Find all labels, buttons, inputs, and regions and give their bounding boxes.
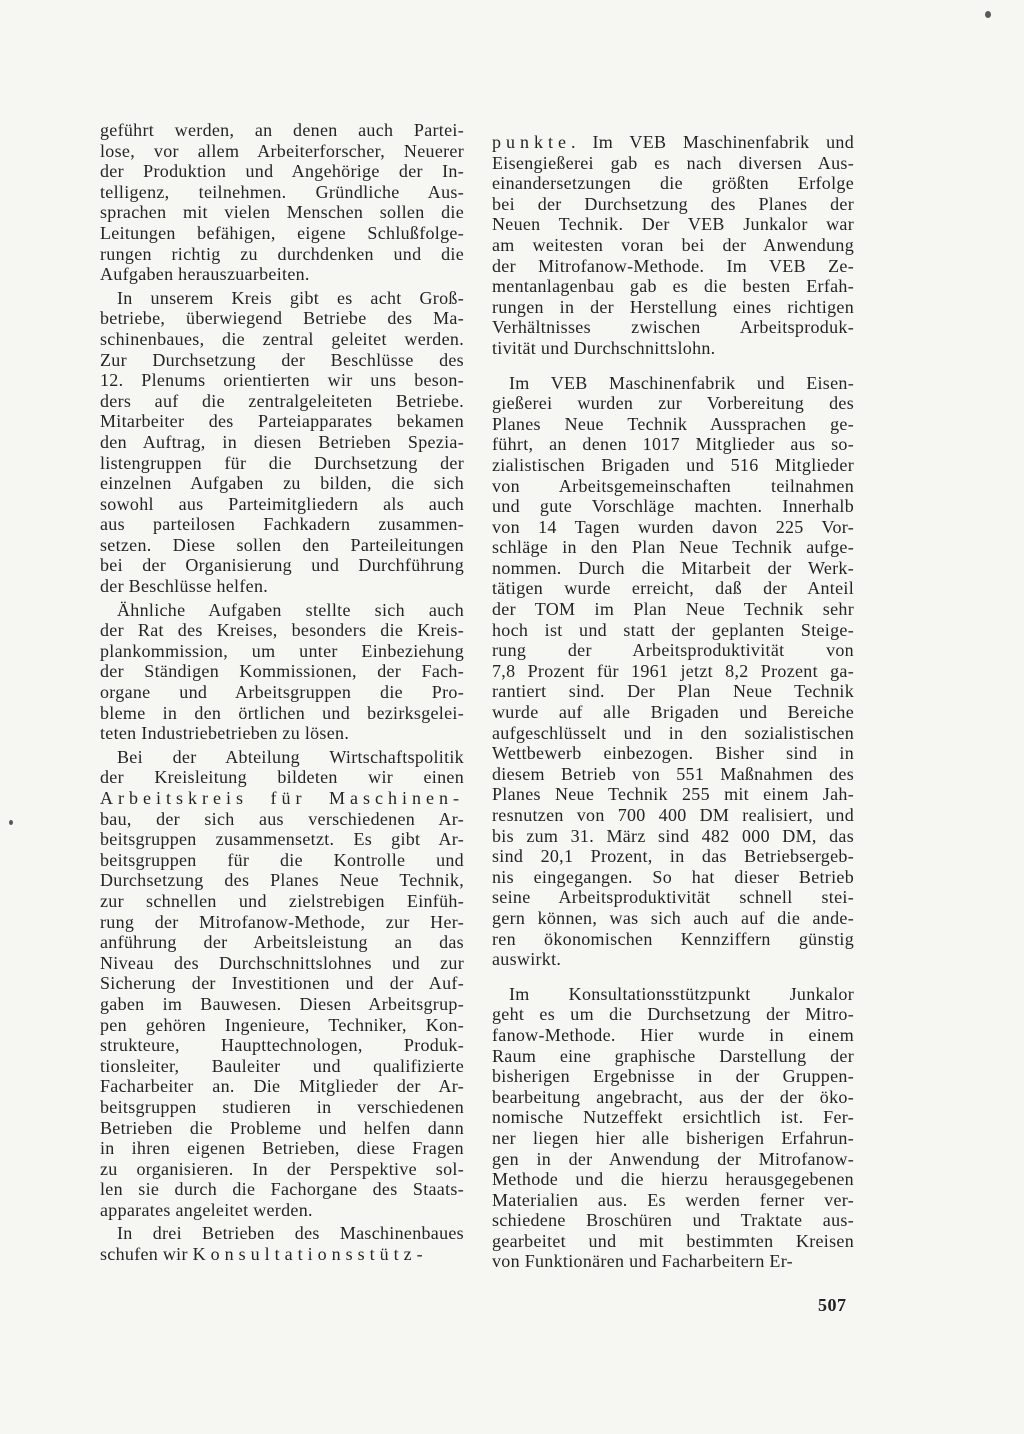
text-line: [492, 132, 854, 153]
text-line: der TOM im Plan Neue Technik sehr: [492, 599, 854, 620]
text-line: Betrieben die Probleme und helfen dann: [100, 1117, 464, 1138]
text-line: den Auftrag, in diesen Betrieben Spezia-: [100, 431, 464, 452]
text-line: zu organisieren. In der Perspektive sol-: [100, 1158, 464, 1179]
paragraph: [100, 288, 464, 597]
paragraph: [100, 600, 464, 744]
text-line: bis zum 31. März sind 482 000 DM, das: [492, 825, 854, 846]
text-line: [100, 1244, 464, 1265]
text-segment: . Im VEB Maschinenfabrik und: [571, 132, 854, 152]
text-line: von 14 Tagen wurden davon 225 Vor-: [492, 516, 854, 537]
text-line: teten Industriebetrieben zu lösen.: [100, 723, 350, 744]
emphasized-text: Konsultationsstütz-: [192, 1244, 428, 1265]
text-line: rungen in der Herstellung eines richtigen: [492, 296, 854, 317]
text-line: lose, vor allem Arbeiterforscher, Neuerer: [100, 140, 464, 161]
text-line: sind 20,1 Prozent, in das Betriebsergeb-: [492, 846, 854, 867]
text-line: bearbeitung angebracht, aus der der öko-: [492, 1086, 854, 1107]
text-line: bei der Organisierung und Durchführung: [100, 555, 464, 576]
text-segment: schufen wir: [100, 1244, 193, 1265]
right-column: [492, 132, 854, 1272]
text-line: tätigen wurde erreicht, daß der Anteil: [492, 578, 854, 599]
text-line: Verhältnisses zwischen Arbeitsproduk-: [492, 317, 854, 338]
text-line: bau, der sich aus verschiedenen Ar-: [100, 808, 464, 829]
text-line: Raum eine graphische Darstellung der: [492, 1045, 854, 1066]
text-line: In unserem Kreis gibt es acht Groß-: [117, 287, 464, 308]
text-line: Ähnliche Aufgaben stellte sich auch: [117, 599, 464, 620]
text-line: ders auf die zentralgeleiteten Betriebe.: [100, 390, 464, 411]
text-line: schinenbaues, die zentral geleitet werden.: [100, 328, 464, 349]
text-line: anführung der Arbeitsleistung an das: [100, 932, 464, 953]
text-line: 12. Plenums orientierten wir uns beson-: [100, 370, 464, 391]
text-line: In drei Betrieben des Maschinenbaues: [117, 1223, 464, 1244]
text-line: der Kreisleitung bildeten wir einen: [100, 767, 464, 788]
text-line: führt, an denen 1017 Mitglieder aus so-: [492, 434, 854, 455]
text-line: zur schnellen und zielstrebigen Einfüh-: [100, 890, 464, 911]
text-line: tionsleiter, Bauleiter und qualifizierte: [100, 1055, 464, 1076]
text-line: strukteure, Haupttechnologen, Produk-: [100, 1035, 464, 1056]
text-line: geführt werden, an denen auch Partei-: [100, 120, 464, 140]
text-line: bisherigen Ergebnisse in der Gruppen-: [492, 1066, 854, 1087]
scan-speck: [985, 11, 991, 18]
text-line: am weitesten voran bei der Anwendung: [492, 234, 854, 255]
text-line: nis eingegangen. So hat dieser Betrieb: [492, 866, 854, 887]
text-line: der Mitrofanow-Methode. Im VEB Ze-: [492, 255, 854, 276]
text-line: wurde auf alle Brigaden und Bereiche: [492, 702, 854, 723]
text-line: nomische Nutzeffekt ersichtlich ist. Fer-: [492, 1107, 854, 1128]
text-line: tivität und Durchschnittslohn.: [492, 337, 716, 358]
paragraph: [492, 373, 854, 970]
text-line: Im VEB Maschinenfabrik und Eisen-: [509, 372, 854, 393]
text-line: Materialien aus. Es werden ferner ver-: [492, 1189, 854, 1210]
text-line: listengruppen für die Durchsetzung der: [100, 452, 464, 473]
text-line: aufgeschlüsselt und in den sozialistischen: [492, 722, 854, 743]
text-line: der Rat des Kreises, besonders die Kreis-: [100, 620, 464, 641]
text-line: Leitungen befähigen, eigene Schlußfolge-: [100, 222, 464, 243]
text-line: seine Arbeitsproduktivität schnell stei-: [492, 887, 854, 908]
text-line: Mitarbeiter des Parteiapparates bekamen: [100, 411, 464, 432]
text-line: fanow-Methode. Hier wurde in einem: [492, 1024, 854, 1045]
text-line: von Funktionären und Facharbeitern Er-: [492, 1251, 793, 1272]
text-line: telligenz, teilnehmen. Gründliche Aus-: [100, 181, 464, 202]
text-line: 7,8 Prozent für 1961 jetzt 8,2 Prozent ga-: [492, 660, 854, 681]
paragraph: [492, 984, 854, 1272]
emphasized-text: Arbeitskreis für Maschinen-: [100, 788, 464, 808]
text-line: der Beschlüsse helfen.: [100, 576, 269, 597]
text-line: bleme in den örtlichen und bezirksgelei-: [100, 702, 464, 723]
text-line: gießerei wurden zur Vorbereitung des: [492, 393, 854, 414]
text-line: hoch ist und statt der geplanten Steige-: [492, 619, 854, 640]
text-line: Durchsetzung des Planes Neue Technik,: [100, 870, 464, 891]
text-line: Niveau des Durchschnittslohnes und zur: [100, 952, 464, 973]
text-line: Wettbewerb einbezogen. Bisher sind in: [492, 743, 854, 764]
text-line: einzelnen Aufgaben zu bilden, die sich: [100, 473, 464, 494]
text-line: rung der Arbeitsproduktivität von: [492, 640, 854, 661]
text-line: auswirkt.: [492, 949, 562, 970]
paragraph: [100, 1223, 464, 1264]
text-line: schiedene Broschüren und Traktate aus-: [492, 1210, 854, 1231]
text-line: der Produktion und Angehörige der In-: [100, 161, 464, 182]
text-line: beitsgruppen für die Kontrolle und: [100, 849, 464, 870]
text-line: sowohl aus Parteimitgliedern als auch: [100, 493, 464, 514]
text-line: von Arbeitsgemeinschaften teilnahmen: [492, 475, 854, 496]
text-line: ner liegen hier alle bisherigen Erfahrun-: [492, 1127, 854, 1148]
text-line: betriebe, überwiegend Betriebe des Ma-: [100, 308, 464, 329]
paragraph: [492, 132, 854, 359]
text-line: resnutzen von 700 400 DM realisiert, und: [492, 805, 854, 825]
text-line: und gute Vorschläge machten. Innerhalb: [492, 496, 854, 517]
text-line: bei der Durchsetzung des Planes der: [492, 193, 854, 214]
text-line: Methode und die hierzu herausgegebenen: [492, 1169, 854, 1190]
text-line: apparates angeleitet werden.: [100, 1199, 313, 1220]
text-line: zialistischen Brigaden und 516 Mitglieder: [492, 454, 854, 475]
text-line: einandersetzungen die größten Erfolge: [492, 173, 854, 194]
text-line: der Ständigen Kommissionen, der Fach-: [100, 661, 464, 682]
text-line: nommen. Durch die Mitarbeit der Werk-: [492, 557, 854, 578]
text-line: organe und Arbeitsgruppen die Pro-: [100, 682, 464, 703]
text-line: diesem Betrieb von 551 Maßnahmen des: [492, 763, 854, 784]
text-line: Zur Durchsetzung der Beschlüsse des: [100, 349, 464, 370]
text-line: Sicherung der Investitionen und der Auf-: [100, 973, 464, 994]
text-line: in ihren eigenen Betrieben, diese Fragen: [100, 1138, 464, 1159]
text-line: mentanlagenbau gab es die besten Erfah-: [492, 276, 854, 297]
text-line: gearbeitet und mit bestimmten Kreisen: [492, 1230, 854, 1251]
text-line: schläge in den Plan Neue Technik aufge-: [492, 537, 854, 558]
text-line: sprachen mit vielen Menschen sollen die: [100, 202, 464, 223]
text-line: rungen richtig zu durchdenken und die: [100, 243, 464, 264]
text-line: rung der Mitrofanow-Methode, zur Her-: [100, 911, 464, 932]
text-line: rantiert sind. Der Plan Neue Technik: [492, 681, 854, 702]
text-line: Planes Neue Technik 255 mit einem Jah-: [492, 784, 854, 805]
text-line: gaben im Bauwesen. Diesen Arbeitsgrup-: [100, 993, 464, 1014]
text-line: Planes Neue Technik Aussprachen ge-: [492, 413, 854, 434]
text-line: Eisengießerei gab es nach diversen Aus-: [492, 152, 854, 173]
paragraph: [100, 747, 464, 1221]
text-line: Im Konsultationsstützpunkt Junkalor: [509, 983, 854, 1004]
text-line: [100, 788, 464, 809]
text-line: Facharbeiter an. Die Mitglieder der Ar-: [100, 1076, 464, 1097]
text-line: aus parteilosen Fachkadern zusammen-: [100, 514, 464, 535]
text-line: beitsgruppen studieren in verschiedenen: [100, 1096, 464, 1117]
emphasized-text: punkte: [492, 132, 571, 152]
text-line: Neuen Technik. Der VEB Junkalor war: [492, 214, 854, 235]
text-line: geht es um die Durchsetzung der Mitro-: [492, 1004, 854, 1025]
text-line: Bei der Abteilung Wirtschaftspolitik: [117, 746, 464, 767]
text-line: len sie durch die Fachorgane des Staats-: [100, 1179, 464, 1200]
text-line: beitsgruppen zusammensetzt. Es gibt Ar-: [100, 829, 464, 850]
text-line: Aufgaben herauszuarbeiten.: [100, 264, 310, 285]
left-column: [100, 120, 464, 1265]
text-line: gen in der Anwendung der Mitrofanow-: [492, 1148, 854, 1169]
paragraph: [100, 120, 464, 285]
text-line: setzen. Diese sollen den Parteileitungen: [100, 534, 464, 555]
scan-speck: [9, 820, 13, 825]
text-line: plankommission, um unter Einbeziehung: [100, 640, 464, 661]
page-number: 507: [818, 1295, 847, 1315]
text-line: gern können, was sich auch auf die ande-: [492, 907, 854, 928]
text-line: pen gehören Ingenieure, Techniker, Kon-: [100, 1014, 464, 1035]
text-line: ren ökonomischen Kennziffern günstig: [492, 928, 854, 949]
